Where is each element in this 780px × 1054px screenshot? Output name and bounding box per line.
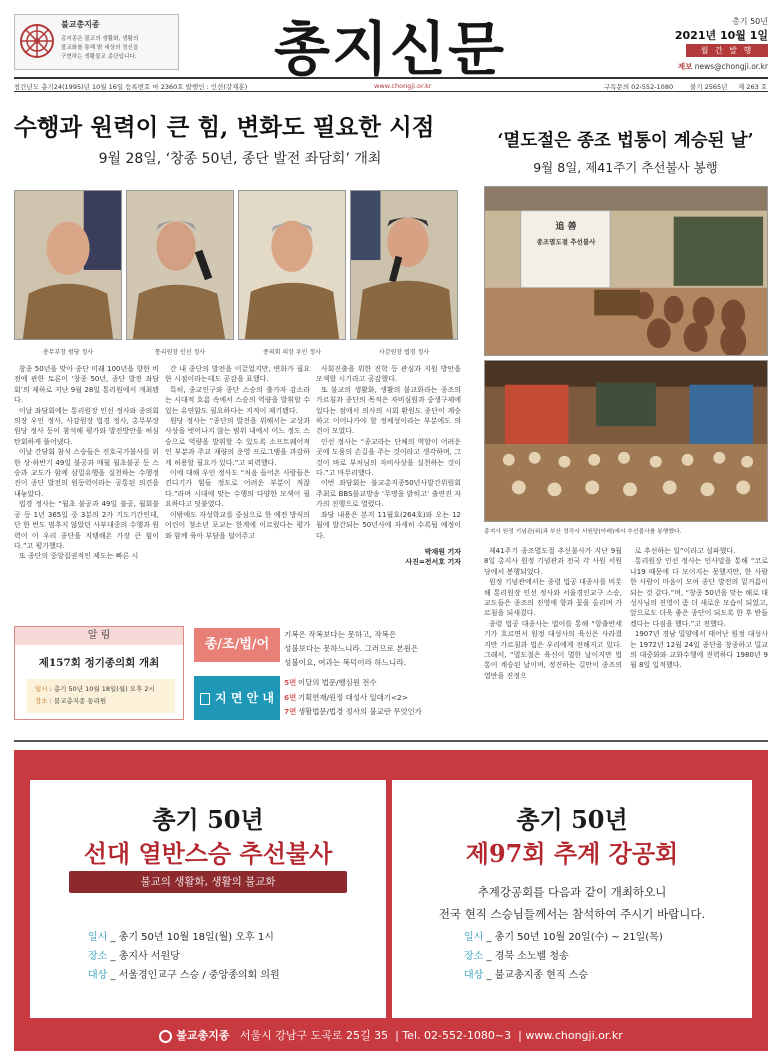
- photo-caption: 총무부장 원당 정사: [42, 349, 94, 356]
- ceremony-banner-subtitle: 종조멸도절 추선불사: [536, 238, 596, 246]
- ad-footer: 불교총지종 서울시 강남구 도곡로 25길 35 | Tel. 02-552-1080~3 | www.chongji.or.kr: [14, 1020, 768, 1051]
- ad-detail-key: 장소: [464, 951, 484, 962]
- precept-line: 기복은 작복보다는 못하고, 작복은: [284, 630, 397, 639]
- website-link[interactable]: www.chongji.or.kr: [374, 82, 432, 90]
- ad-detail-value: 총지사 서원당: [118, 951, 180, 962]
- ad-body-line: 추계강공회를 다음과 같이 개최하오니: [477, 885, 667, 899]
- memorial-service-ad-panel: [30, 780, 386, 1018]
- page-number: 7면: [284, 707, 297, 716]
- notice-date-value: 총기 50년 10월 18일(월) 오후 2시: [53, 685, 155, 693]
- ad-body-line: 전국 현직 스승님들께서는 참석하여 주시기 바랍니다.: [438, 907, 706, 921]
- ad-era-year: 총기 50년: [516, 805, 628, 834]
- dharma-wheel-icon: [159, 1030, 172, 1043]
- era-year: 총기 50년: [732, 17, 768, 26]
- ad-event-title: 선대 열반스승 추선불사: [83, 839, 333, 868]
- right-article-column: [630, 546, 768, 671]
- buddhist-year: 불기 2565년: [690, 83, 728, 91]
- ad-footer-address: 서울시 강남구 도곡로 25길 35: [239, 1029, 389, 1042]
- ad-detail-value: 불교총지종 현직 스승: [494, 970, 588, 981]
- article-paragraph: 이에 대해 우인 정사도 “처음 들어온 사람들은 견디기가 힘들 정도로 어려운 부분이 적잖다.”라며 시대에 맞는 수행의 다양한 모색이 필요하다고 덧붙였다.: [165, 469, 310, 509]
- page-topic: 생활법문/법경 정사의 불교란 무엇인가: [298, 707, 422, 716]
- monk-portrait-photo: [14, 190, 122, 340]
- tip-email-label: 제보: [677, 62, 693, 71]
- right-article-column: [484, 546, 622, 681]
- page-guide-item[interactable]: [284, 676, 464, 691]
- tip-email-address[interactable]: news@chongji.or.kr: [694, 62, 768, 71]
- monk-portrait-photo: [350, 190, 458, 340]
- publication-info-bar: [14, 77, 768, 92]
- founder-dharma-words-text: [284, 628, 454, 672]
- page-number: 5면: [284, 678, 297, 687]
- notice-details: 일시 : 총기 50년 10월 18일(월) 오후 2시 장소 : 불교총지종 통리원: [27, 679, 175, 713]
- page-topic: 이달의 법문/행심원 전수: [298, 678, 377, 687]
- autumn-lecture-ad-panel: [392, 780, 752, 1018]
- page-guide-item[interactable]: [284, 705, 464, 720]
- dharma-wheel-logo-icon: [19, 23, 55, 59]
- ad-footer-brand: 불교총지종: [176, 1029, 230, 1042]
- article-paragraph: 로 추선하는 일”이라고 설파했다.: [634, 547, 736, 555]
- lead-article-column: [165, 364, 310, 541]
- right-story-subheadline: 9월 8일, 제41주기 추선불사 봉행: [533, 160, 718, 175]
- memorial-hall-ceremony-photo: [484, 186, 768, 356]
- article-paragraph: 사회진출을 위한 진학 등 관심과 지원 방안을 모색할 시기라고 공감했다.: [316, 365, 461, 384]
- article-paragraph: 간 내 종단의 발전을 이끌었지만, 변화가 필요한 시점이라는데도 공감을 표했다.: [165, 365, 310, 384]
- article-paragraph: 1907년 경남 밀양에서 태어난 원정 대성사는 1972년 12월 24일 종단을 창종하고 밀교의 대중화와 교화수행에 진력하다 1980년 9월 8일 입적했다.: [630, 630, 768, 670]
- lead-headline: 수행과 원력이 큰 힘, 변화도 필요한 시점: [14, 113, 435, 141]
- article-paragraph: 통리원장 인선 정사는 인사말을 통해 “코로나19 때문에 다 모이지는 못했지만, 한 사람 한 사람이 마음이 모여 종단 발전의 밑거름이 되는 것 같다.”며, “창종 50년을 맞는 해로 대성사님의 진영이 좀 더 새로운 모습이 되었고, 앞으로도 더욱 좋은 종단이 되도록 한 후 받들겠다는 다짐을 했다.”고 전했다.: [630, 557, 768, 628]
- page-number: 6면: [284, 692, 297, 702]
- ceremony-banner-title: 追 善: [555, 222, 577, 232]
- monk-portrait-photo: [126, 190, 234, 340]
- organization-name: 불교총지종: [61, 20, 100, 29]
- ad-detail-key: 대상: [464, 970, 484, 981]
- ad-footer-website[interactable]: www.chongji.or.kr: [525, 1029, 623, 1042]
- notice-place-key: 장소: [35, 697, 48, 705]
- issue-date: 2021년 10월 1일: [674, 29, 768, 42]
- page-guide-label: [194, 676, 280, 720]
- page-topic: 기획연재/원정 대성사 일대기<2>: [298, 692, 408, 702]
- ad-detail-key: 일시: [464, 932, 484, 943]
- notice-title: 제157회 정기종의회 개최: [38, 657, 160, 669]
- photo-caption: 사감원장 법경 정사: [378, 349, 430, 356]
- article-paragraph: 원정 기념관에서는 종령 법공 대종사를 비롯해 통리원장 인선 정사와 서울경인교구 스승, 교도들은 종조의 진영에 향과 꽃을 올리며 가르침을 되새겼다.: [484, 578, 622, 618]
- right-story-headline: ‘멸도절은 종조 법통이 계승된 날’: [497, 131, 754, 151]
- article-paragraph: 이날 간담회 참석 스승들은 진호국가불사를 위한 상·하반기 49일 불공과 매월 월초불공 등 스승과 교도가 함께 삼밀유행을 실천하는 수행정진이 종단 발전의 원동력이라는 공통된 의견을 내놓았다.: [14, 448, 159, 498]
- ad-footer-phone: Tel. 02-552-1080~3: [402, 1029, 512, 1042]
- subscription-contact: 구독문의 02-552-1080: [604, 83, 674, 91]
- dharma-hall-ceremony-photo: [484, 360, 768, 522]
- article-paragraph: 좌담 내용은 본지 11월호(264호)와 오는 12월에 발간되는 50년사에 자세히 수록될 예정이다.: [316, 510, 461, 540]
- article-paragraph: 인선 정사는 “종교라는 단체의 역할이 어려운 곳에 도움의 손길을 주는 것이라고 생각하며, 그것이 바로 부처님의 자비사상을 실천하는 것이다.”고 마무리했다.: [316, 437, 461, 478]
- ad-era-year: 총기 50년: [152, 805, 264, 834]
- monk-portrait-photo: [238, 190, 346, 340]
- newspaper-title: 총지신문: [273, 15, 507, 83]
- notice-label: 알 림: [15, 627, 183, 645]
- organization-box: [14, 14, 179, 70]
- article-paragraph: 종령 법공 대종사는 법어를 통해 “항출반세기가 흐르면서 원정 대성사의 육신은 사라졌지만 가르침과 법은 우리에게 전해지고 있다. 그래서, “멸도절은 육신이 멸한 날이지만 법통이 계승된 날이며, 정진하는 길만이 종조의 열반을 진정으: [484, 619, 622, 680]
- ad-event-title: 제97회 추계 강공회: [465, 839, 679, 868]
- right-photo-caption: 총지사 원정 기념관(위)과 부산 정각사 서원당(아래)에서 추선불사를 봉행했다.: [484, 529, 682, 535]
- ad-detail-key: 대상: [88, 970, 108, 981]
- ad-detail-value: 경북 소노벨 청송: [494, 951, 569, 962]
- photo-caption: 종의회 의장 우인 정사: [263, 349, 321, 356]
- document-icon: [200, 693, 210, 705]
- ad-detail-value: 총기 50년 10월 18일(월) 오후 1시: [118, 932, 274, 943]
- article-paragraph: 이날 좌담회에는 통리원장 인선 정사와 종의회 의장 우인 정사, 사감원장 법경 정사, 총무부장 원당 정사 등이 참석해 평가와 발전방안을 허심탄회하게 풀어냈다.: [14, 406, 159, 446]
- ad-detail-key: 일시: [88, 932, 108, 943]
- photo-caption: 통리원장 인선 정사: [154, 349, 206, 356]
- ad-details: 일시 _ 총기 50년 10월 18일(월) 오후 1시 장소 _ 총지사 서원당 대상 _ 서울경인교구 스승 / 중앙종의회 의원: [88, 932, 280, 981]
- article-paragraph: 법경 정사는 “월초 불공과 49일 불공, 월회불공 등 1년 365일 중 3분의 2가 기도기간인데, 단 한 번도 멈추지 않았던 사부대중의 수행과 원력이 이 우리 종단을 지탱해온 가장 큰 힘이다.”고 평가했다.: [14, 500, 159, 550]
- page-guide-list: [284, 676, 464, 720]
- section-divider: [14, 740, 768, 742]
- ad-detail-value: 서울경인교구 스승 / 중앙종의회 의원: [118, 970, 280, 981]
- article-paragraph: 또 불교의 생활화, 생활의 불교화라는 종조의 가르침과 종단의 목적은 자비심원과 중생구제에 있다는 점에서 의사의 시회 환원도 종단이 계승하고 이어나가야 할 정체성이라는 부분에도 의견이 모였다.: [316, 385, 461, 436]
- lead-article-column: [316, 364, 461, 568]
- ad-detail-key: 장소: [88, 951, 108, 962]
- ad-details: 일시 _ 총기 50년 10월 20일(수) ~ 21일(목) 장소 _ 경북 소노벨 청송 대상 _ 불교총지종 현직 스승: [464, 932, 663, 981]
- organization-motto-line: 구현하는 생활불교 종단입니다.: [61, 54, 137, 60]
- event-advertisement: [14, 750, 768, 1051]
- article-paragraph: 특히, 종교인구와 종단 스승의 출가자 감소라는 시대적 흐름 속에서 스승의 역량을 발휘할 수 있는 유연함도 필요하다는 지적이 제기됐다.: [165, 385, 310, 415]
- lead-subheadline: 9월 28일, ‘창종 50년, 종단 발전 좌담회’ 개최: [98, 151, 382, 167]
- tip-email[interactable]: [596, 61, 768, 72]
- page-guide-label-text: 지 면 안 내: [215, 691, 274, 705]
- page-guide-item[interactable]: [284, 691, 464, 706]
- publication-frequency-badge: 월 간 발 행: [686, 44, 768, 57]
- precept-line: 성불보다는 못하느니라. 그러므로 본원은: [284, 644, 419, 653]
- article-paragraph: 또 종단의 중앙집권적인 제도는 빠른 시: [18, 552, 139, 561]
- article-paragraph: 이밖에도 자성학교를 중심으로 한 예전 방식의 어린이 청소년 포교는 한계에 이르렀다는 평가와 함께 육아 부담을 덜어주고: [165, 510, 310, 540]
- article-paragraph: 창종 50년을 맞아 종단 미래 100년을 향한 비전에 관한 토론이 ‘창종 50년, 종단 발전 좌담회’의 제하로 지난 9월 28일 통리원에서 개최됐다.: [14, 365, 159, 405]
- organization-motto-line: 불교화를 통해 밝 세상의 정신을: [61, 45, 139, 51]
- registration-info: 창간년도 총기24(1995)년 10월 16일 등록번호 마 2360호 발행인 : 인선(강재훈): [14, 83, 248, 91]
- issue-number: 제 263 호: [738, 83, 768, 91]
- article-paragraph: 이번 좌담회는 불교총지종50년사발간위원회 주최로 BBS불교방송 ‘무명을 밝히고’ 출연진 자가의 진행으로 열렸다.: [316, 479, 461, 509]
- notice-date-key: 일시: [35, 685, 48, 693]
- notice-place-value: 불교총지종 통리원: [53, 697, 107, 705]
- organization-motto-line: 총지종은 불교의 생활화, 생활의: [61, 36, 139, 42]
- lead-article-column: [14, 364, 159, 562]
- ad-slogan-banner: 불교의 생활화, 생활의 불교화: [69, 871, 347, 893]
- article-paragraph: 원당 정사는 “종단의 발전을 위해서는 교상과 사상을 벗어나지 않는 범위 내에서 어느 정도 스승으로 역량을 발휘할 수 있도록 소프트웨어적인 부분과 주교 재량의 운영 프로그램을 과감하게 허용할 필요가 있다.”고 피력했다.: [165, 417, 310, 467]
- photographer-byline: 사진=전서호 기자: [405, 558, 461, 567]
- precept-line: 성불이요, 여과는 복덕이라 하느니라.: [284, 658, 407, 667]
- reporter-byline: 박재원 기자: [424, 547, 461, 556]
- founder-dharma-words-label: 종/조/법/어: [194, 628, 280, 662]
- article-paragraph: 제41주기 종조멸도절 추선불사가 지난 9월 8일 총지사 원정 기념관과 전국 각 사원 서원당에서 봉행되었다.: [484, 547, 622, 576]
- ad-detail-value: 총기 50년 10월 20일(수) ~ 21일(목): [494, 932, 663, 943]
- notice-box: [14, 626, 184, 720]
